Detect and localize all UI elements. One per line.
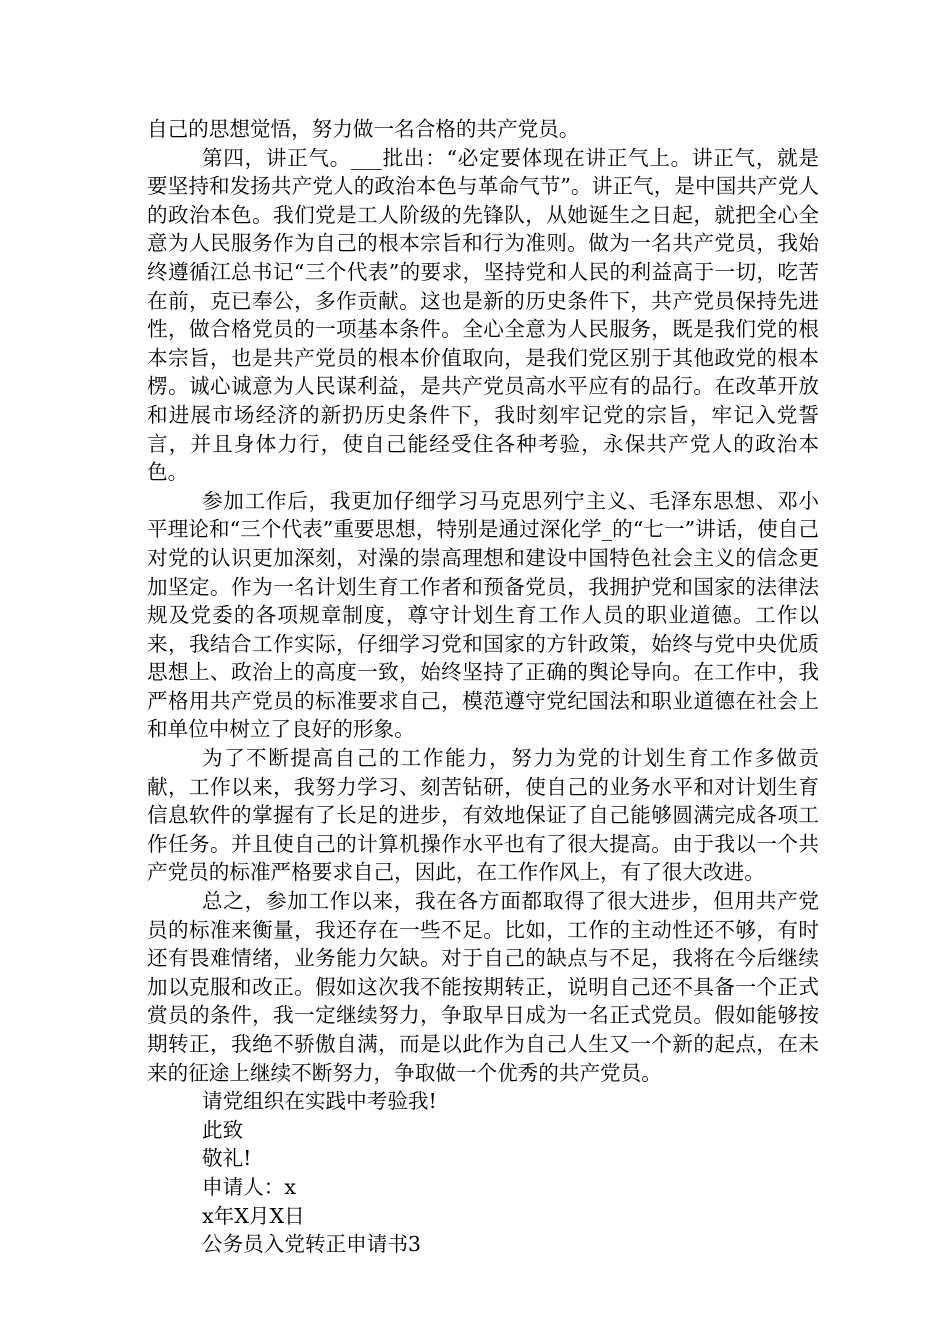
applicant-line: 申请人：x (202, 1174, 296, 1199)
document-body (147, 115, 819, 1259)
paragraph-2: 第四，讲正气。___批出：“必定要体现在讲正气上。讲正气，就是要坚持和发扬共产党人的政治本色与革命气节”。讲正气，是中国共产党人的政治本色。我们党是工人阶级的先锋队，从她诞生之日起，就把全心全意为人民服务作为自己的根本宗旨和行为准则。做为一名共产党员，我始终遵循江总书记“三个代表”的要求，坚持党和人民的利益高于一切，吃苦在前，克已奉公，多作贡献。这也是新的历史条件下，共产党员保持先进性，做合格党员的一项基本条件。全心全意为人民服务，既是我们党的根本宗旨，也是共产党员的根本价值取向，是我们党区别于其他政党的根本楞。诚心诚意为人民谋利益，是共产党员高水平应有的品行。在改革开放和进展市场经济的新扔历史条件下，我时刻牢记党的宗旨，牢记入党誓言，并且身体力行，使自己能经受住各种考验，永保共产党人的政治本色。 (147, 145, 819, 485)
paragraph-1: 自己的思想觉悟，努力做一名合格的共产党员。 (147, 117, 580, 141)
closing-request: 请党组织在实践中考验我! (202, 1089, 437, 1114)
date-line: x年X月X日 (202, 1203, 305, 1228)
next-section-title: 公务员入党转正申请书3 (202, 1232, 422, 1257)
closing-regards: 敬礼! (202, 1146, 252, 1171)
closing-salutation: 此致 (202, 1117, 244, 1142)
paragraph-5: 总之，参加工作以来，我在各方面都取得了很大进步，但用共产党员的标准来衡量，我还存在一些不足。比如，工作的主动性还不够，有时还有畏难情绪，业务能力欠缺。对于自己的缺点与不足，我将在今后继续加以克服和改正。假如这次我不能按期转正，说明自己还不具备一个正式赏员的条件，我一定继续努力，争取早日成为一名正式党员。假如能够按期转正，我绝不骄傲自满，而是以此作为自己人生又一个新的起点，在未来的征途上继续不断努力，争取做一个优秀的共产党员。 (147, 889, 819, 1085)
paragraph-4: 为了不断提高自己的工作能力，努力为党的计划生育工作多做贡献，工作以来，我努力学习、刻苦钻研，使自己的业务水平和对计划生育信息软件的掌握有了长足的进步，有效地保证了自己能够圆满完成各项工作任务。并且使自己的计算机操作水平也有了很大提高。由于我以一个共产党员的标准严格要求自己，因此，在工作作风上，有了很大改进。 (147, 746, 819, 885)
paragraph-3: 参加工作后，我更加仔细学习马克思列宁主义、毛泽东思想、邓小平理论和“三个代表”重要思想，特别是通过深化学_的“七一”讲话，使自己对党的认识更加深刻，对澡的崇高理想和建设中国特色社会主义的信念更加坚定。作为一名计划生育工作者和预备党员，我拥护党和国家的法律法规及党委的各项规章制度，尊守计划生育工作人员的职业道德。工作以来，我结合工作实际，仔细学习党和国家的方针政策，始终与党中央优质思想上、政治上的高度一致，始终坚持了正确的舆论导向。在工作中，我严格用共产党员的标准要求自己，模范遵守党纪国法和职业道德在社会上和单位中树立了良好的形象。 (147, 488, 819, 742)
